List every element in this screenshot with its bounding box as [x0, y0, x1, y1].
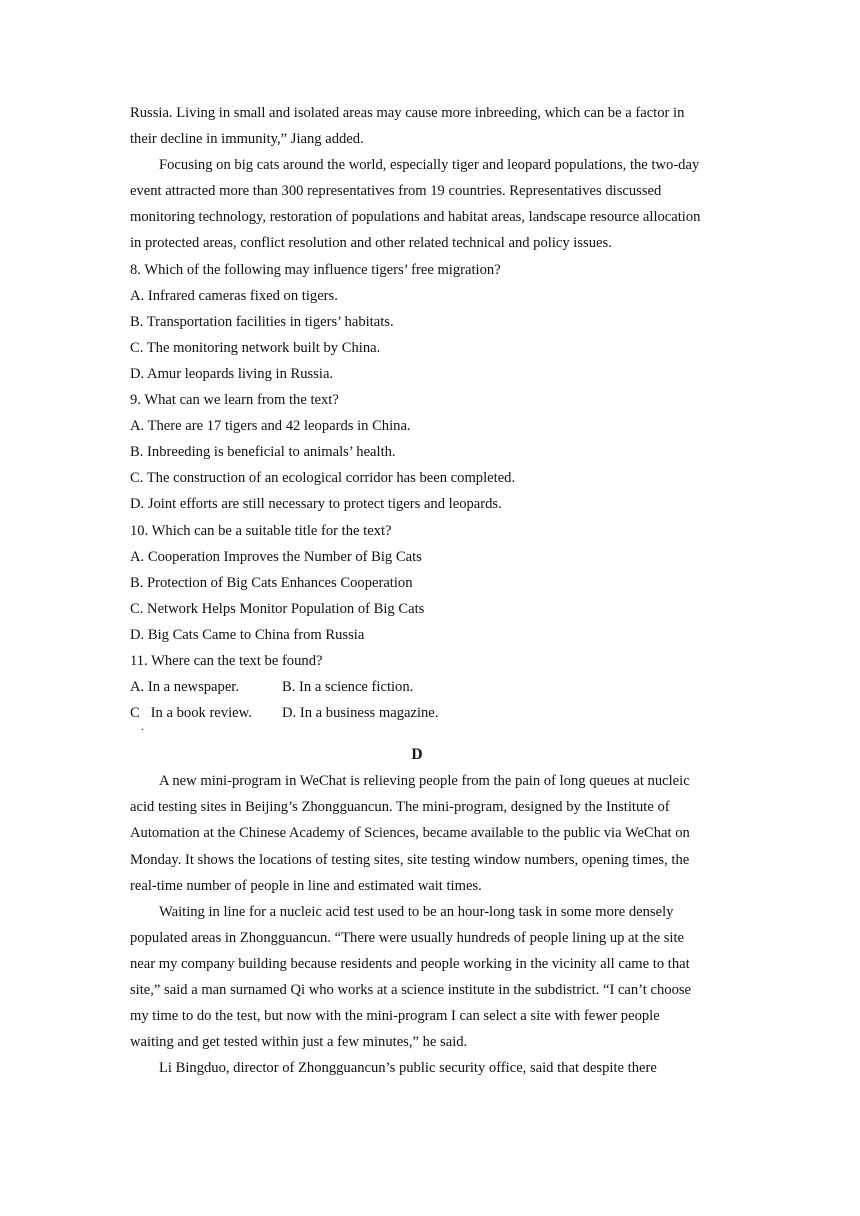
- passage-c-paragraph-end: Russia. Living in small and isolated areas may cause more inbreeding, which can be a factor in their decline in immunity,” Jiang added.: [130, 105, 685, 148]
- passage-d-paragraph-3: Li Bingduo, director of Zhongguancun’s public security office, said that despite there: [159, 1060, 657, 1077]
- question-11-options-row-1: [130, 674, 704, 700]
- question-8-option-c: C. The monitoring network built by China.: [130, 339, 381, 356]
- passage-d-paragraph-1: A new mini-program in WeChat is relieving people from the pain of long queues at nucleic acid testing sites in Beijing’s Zhongguancun. The mini-program, designed by the Institute of Automation at the Chinese Academy of Sciences, became available to the public via WeChat on Monday. It shows the locations of testing sites, site testing window numbers, opening times, the real-time number of people in line and estimated wait times.: [130, 773, 690, 894]
- question-10-stem: 10. Which can be a suitable title for the text?: [130, 522, 392, 539]
- question-11: [130, 648, 704, 740]
- stray-mark: [130, 719, 704, 740]
- question-10-option-b: B. Protection of Big Cats Enhances Cooperation: [130, 574, 413, 591]
- question-11-option-b: B. In a science fiction.: [282, 679, 414, 696]
- passage-d-heading: D: [411, 746, 423, 764]
- question-9-stem: 9. What can we learn from the text?: [130, 392, 339, 409]
- question-8-stem: 8. Which of the following may influence tigers’ free migration?: [130, 261, 501, 278]
- question-8: [130, 257, 704, 387]
- passage-d-paragraph-2: Waiting in line for a nucleic acid test used to be an hour-long task in some more densely populated areas in Zhongguancun. “There were usually hundreds of people lining up at the site near my company building because residents and people working in the vicinity all came to that site,” said a man surnamed Qi who works at a science institute in the subdistrict. “I can’t choose my time to do the test, but now with the mini-program I can select a site with fewer people waiting and get tested within just a few minutes,” he said.: [130, 903, 692, 1051]
- question-8-option-a: A. Infrared cameras fixed on tigers.: [130, 287, 338, 304]
- passage-c-paragraph-event: Focusing on big cats around the world, especially tiger and leopard populations, the two-day event attracted more than 300 representatives from 19 countries. Representatives discussed monitoring technology, restoration of populations and habitat areas, landscape resource allocation in protected areas, conflict resolution and other related technical and policy issues.: [130, 157, 701, 252]
- question-9-option-b: B. Inbreeding is beneficial to animals’ health.: [130, 444, 396, 461]
- question-8-option-d: D. Amur leopards living in Russia.: [130, 365, 334, 382]
- question-11-options-row-2: [130, 700, 704, 726]
- question-11-stem: 11. Where can the text be found?: [130, 652, 323, 669]
- question-10-option-d: D. Big Cats Came to China from Russia: [130, 626, 365, 643]
- question-11-option-d: D. In a business magazine.: [282, 705, 439, 722]
- document-body: [130, 100, 704, 1081]
- question-9-option-a: A. There are 17 tigers and 42 leopards in China.: [130, 418, 411, 435]
- question-8-option-b: B. Transportation facilities in tigers’ habitats.: [130, 313, 394, 330]
- question-11-option-a: A. In a newspaper.: [130, 679, 240, 696]
- question-10-option-c: C. Network Helps Monitor Population of Big Cats: [130, 600, 425, 617]
- question-9-option-c: C. The construction of an ecological corridor has been completed.: [130, 470, 516, 487]
- question-11-option-c: C In a book review.: [130, 705, 252, 722]
- question-10-option-a: A. Cooperation Improves the Number of Big Cats: [130, 548, 422, 565]
- question-10: [130, 518, 704, 648]
- stray-dot: .: [141, 719, 144, 734]
- question-9: [130, 387, 704, 517]
- question-9-option-d: D. Joint efforts are still necessary to protect tigers and leopards.: [130, 496, 502, 513]
